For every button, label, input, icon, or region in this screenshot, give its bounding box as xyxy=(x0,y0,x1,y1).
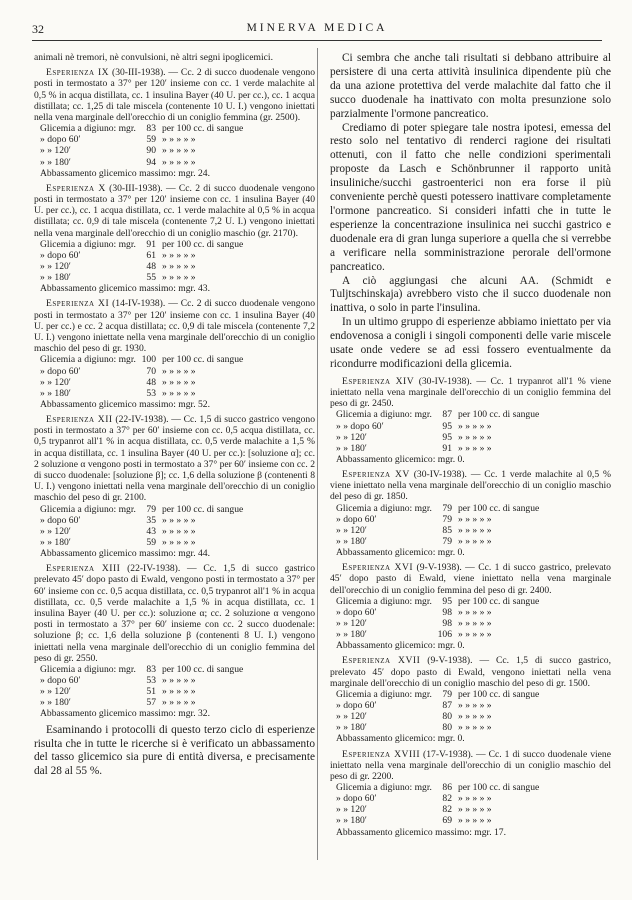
body-paragraph: Ci sembra che anche tali risultati si debbano attribuire al persistere di una certa attività insulinica dipendente più che da una azione protettiva del verde malachite dal fatto che il succo duodenale ha inattivato con molta presunzione solo parzialmente l'ormone pancreatico. xyxy=(330,52,611,120)
table-row xyxy=(40,675,315,686)
table-cell: 87 xyxy=(442,409,452,421)
table-cell: » » 180′ xyxy=(336,722,367,734)
body-paragraph: Crediamo di poter spiegare tale nostra ipotesi, emessa del resto solo nel tentativo di renderci ragione dei risultati ottenuti, con il fatto che nelle condizioni sperimentali proposte da Lasch e Schönbrunner il rapporto unità insuliniche/succhi gastroenterici non era forse il più conveniente perchè questi potessero inattivare completamente l'ormone pancreatico. Si consideri infatti che in tutte le esperienze la concentrazione insulinica nei succhi gastrico e duodenale era di gran lunga superiore a quella che si verrebbe a verificare nella somministrazione perorale dell'ormone pancreatico. xyxy=(330,121,611,273)
table-cell: 91 xyxy=(146,238,156,250)
experiment-label: Esperienza X xyxy=(46,182,106,194)
experiment-block xyxy=(34,298,315,410)
experiment-text: (14-IV-1938). — Cc. 2 di succo duodenale vengono posti in termostato a 37° per 120′ insieme con cc. 1 insulina Bayer (40 U. per cc.) e cc. 2 acqua distillata; cc. 0,9 di tale miscela (contenente 7,2 U. I.) vengono iniettate nella vena marginale dell'orecchio di un coniglio maschio del peso di gr. 1930. xyxy=(34,298,315,355)
glycemic-drop-summary: Abbassamento glicemico massimo: mgr. 24. xyxy=(40,167,210,179)
table-cell: » » 120′ xyxy=(336,804,367,816)
table-cell: per 100 cc. di sangue xyxy=(458,409,540,421)
experiment-text: (22-IV-1938). — Cc. 1,5 di succo gastrico vengono posti in termostato a 37° per 60′ insieme con cc. 0,5 acqua distillata, cc. 0,5 trypanrot all'1 % in acqua distillata, cc. 0,5 verde malachite a 1,5 % in acqua distillata, cc. 1 insulina Bayer (40 U. per cc.): [soluzione α]; cc. 2 soluzione α vengono posti in termostato a 37° per 60′ insieme con cc. 2 di succo duodenale: [soluzione β]; cc. 1,6 della soluzione β (contenenti 8 U. I.) vengono iniettati nella vena marginale dell'orecchio di un coniglio maschio del peso di gr. 2100. xyxy=(34,413,315,504)
table-cell: » » » » » xyxy=(162,536,196,548)
table-row xyxy=(40,388,315,399)
table-cell: 83 xyxy=(146,123,156,135)
table-cell: 59 xyxy=(146,134,156,146)
table-cell: Glicemia a digiuno: mgr. xyxy=(336,595,432,607)
glycemia-table xyxy=(40,664,315,708)
experiment-label: Esperienza XI xyxy=(46,298,110,310)
table-cell: 86 xyxy=(442,782,452,794)
table-row xyxy=(336,536,611,547)
table-cell: » » » » » xyxy=(162,156,196,168)
table-cell: Glicemia a digiuno: mgr. xyxy=(336,409,432,421)
table-cell: Glicemia a digiuno: mgr. xyxy=(40,503,136,515)
table-cell: Glicemia a digiuno: mgr. xyxy=(40,238,136,250)
table-cell: 35 xyxy=(146,514,156,526)
glycemia-table xyxy=(336,409,611,453)
experiment-text: (30-III-1938). — Cc. 2 di succo duodenale vengono posti in termostato a 37° per 120′ insieme con cc. 1 insulina Bayer (40 U. per cc.), cc. 1 acqua distillata, cc. 1 verde malachite al 0,5 % in acqua distillata; cc. 0,9 di tale miscela (contenente 7,2 U. I.) vengono iniettati nella vena marginale dell'orecchio di un coniglio maschio (gr. 2170). xyxy=(34,182,315,239)
experiment-description xyxy=(330,376,611,410)
experiment-description xyxy=(34,414,315,504)
table-cell: 95 xyxy=(442,431,452,443)
experiment-label: Esperienza XV xyxy=(342,469,410,481)
experiment-block xyxy=(330,749,611,838)
table-cell: » » 180′ xyxy=(40,697,71,709)
experiment-text: (9-V-1938). — Cc. 1 di succo gastrico, prelevato 45′ dopo pasto di Ewald, viene iniettato nella vena marginale dell'orecchio di un coniglio femmina del peso di gr. 2400. xyxy=(330,562,611,596)
table-cell: » » » » » xyxy=(458,420,492,432)
glycemic-drop-summary: Abbassamento glicemico: mgr. 0. xyxy=(336,640,465,652)
table-cell: » » » » » xyxy=(162,514,196,526)
table-cell: per 100 cc. di sangue xyxy=(162,503,244,515)
table-row xyxy=(336,514,611,525)
body-paragraph: A ciò aggiungasi che alcuni AA. (Schmidt e Tuljtschinskaja) avrebbero visto che il succo duodenale non inattiva, o solo in parte l'insulina. xyxy=(330,274,611,315)
table-cell: » dopo 60′ xyxy=(336,606,377,618)
table-cell: 83 xyxy=(146,664,156,676)
glycemia-table xyxy=(336,503,611,547)
table-cell: 85 xyxy=(442,524,452,536)
table-row xyxy=(336,815,611,826)
experiment-block xyxy=(34,563,315,719)
table-row xyxy=(40,354,315,365)
table-cell: » » 180′ xyxy=(40,536,71,548)
table-cell: » » » » » xyxy=(458,700,492,712)
table-cell: 48 xyxy=(146,261,156,272)
table-cell: 61 xyxy=(146,249,156,261)
table-cell: » » » » » xyxy=(162,134,196,146)
table-cell: » » 120′ xyxy=(40,261,71,272)
experiment-block xyxy=(330,469,611,558)
table-cell: 79 xyxy=(146,503,156,515)
glycemia-table xyxy=(40,239,315,283)
experiment-label: Esperienza IX xyxy=(46,67,110,79)
table-cell: » » 120′ xyxy=(40,376,71,388)
table-cell: » » » » » xyxy=(162,249,196,261)
table-cell: 57 xyxy=(146,697,156,709)
experiment-label: Esperienza XIV xyxy=(342,375,415,387)
table-cell: » » » » » xyxy=(458,431,492,443)
table-row xyxy=(336,421,611,432)
table-row xyxy=(40,697,315,708)
left-column xyxy=(34,52,315,779)
table-cell: 43 xyxy=(146,525,156,537)
table-cell: » » » » » xyxy=(458,815,492,827)
glycemia-table xyxy=(40,504,315,548)
table-cell: 59 xyxy=(146,536,156,548)
experiment-text: (30-IV-1938). — Cc. 1 verde malachite al 0,5 % viene iniettato nella vena marginale dell'orecchio di un coniglio maschio del peso di gr. 1850. xyxy=(330,469,611,503)
table-cell: per 100 cc. di sangue xyxy=(162,664,244,676)
experiment-description xyxy=(34,183,315,239)
table-row xyxy=(40,504,315,515)
table-cell: 106 xyxy=(437,629,452,641)
table-row xyxy=(40,686,315,697)
table-cell: per 100 cc. di sangue xyxy=(162,354,244,366)
table-row xyxy=(336,618,611,629)
table-row xyxy=(336,503,611,514)
table-cell: » » » » » xyxy=(458,442,492,454)
table-cell: » » 180′ xyxy=(40,156,71,168)
table-cell: » » » » » xyxy=(458,793,492,805)
table-cell: 82 xyxy=(442,793,452,805)
page-number: 32 xyxy=(32,22,44,36)
experiment-text: (30-III-1938). — Cc. 2 di succo duodenale vengono posti in termostato a 37° per 120′ insieme con cc. 1 verde malachite al 0,5 % in acqua distillata, cc. 1 insulina Bayer (40 U. per cc.), cc. 1 acqua distillata; cc. 1,25 di tale miscela (contenente 10 U. I.) vengono iniettati nella vena marginale dell'orecchio di un coniglio femmina (gr. 2500). xyxy=(34,67,315,124)
intro-text: animali nè tremori, nè convulsioni, nè altri segni ipoglicemici. xyxy=(34,52,273,63)
table-cell: 53 xyxy=(146,387,156,399)
table-cell: 94 xyxy=(146,156,156,168)
table-cell: » » » » » xyxy=(458,513,492,525)
table-cell: 91 xyxy=(442,442,452,454)
table-row xyxy=(40,526,315,537)
experiment-block xyxy=(34,414,315,559)
table-cell: » » » » » xyxy=(162,686,196,698)
table-cell: 98 xyxy=(442,606,452,618)
table-cell: » » 120′ xyxy=(336,618,367,630)
glycemia-table xyxy=(336,689,611,733)
table-cell: Glicemia a digiuno: mgr. xyxy=(336,782,432,794)
table-cell: per 100 cc. di sangue xyxy=(458,595,540,607)
table-cell: » » » » » xyxy=(162,525,196,537)
table-row xyxy=(40,250,315,261)
table-cell: 79 xyxy=(442,513,452,525)
table-row xyxy=(40,157,315,168)
right-column xyxy=(330,52,611,838)
experiment-description xyxy=(330,655,611,689)
table-row xyxy=(40,272,315,283)
closing-paragraph: Esaminando i protocolli di questo terzo ciclo di esperienze risulta che in tutte le ricerche si è verificato un abbassamento del tasso glicemico sia pure di entità diversa, e precisamente dal 28 al 55 %. xyxy=(34,723,315,778)
table-cell: per 100 cc. di sangue xyxy=(162,123,244,135)
glycemic-drop-summary: Abbassamento glicemico massimo: mgr. 43. xyxy=(40,283,210,295)
table-cell: » » » » » xyxy=(458,524,492,536)
glycemic-drop-summary: Abbassamento glicemico: mgr. 0. xyxy=(336,547,465,559)
table-cell: 90 xyxy=(146,145,156,157)
table-cell: » dopo 60′ xyxy=(40,134,81,146)
table-cell: per 100 cc. di sangue xyxy=(458,689,540,701)
table-cell: Glicemia a digiuno: mgr. xyxy=(40,664,136,676)
table-row xyxy=(40,134,315,145)
table-row xyxy=(336,782,611,793)
table-cell: Glicemia a digiuno: mgr. xyxy=(40,123,136,135)
experiment-description xyxy=(330,469,611,503)
table-cell: » » 180′ xyxy=(40,387,71,399)
experiment-text: (30-IV-1938). — Cc. 1 trypanrot all'1 % viene iniettato nella vena marginale dell'orecchio di un coniglio femmina del peso di gr. 2450. xyxy=(330,375,611,410)
table-cell: » » » » » xyxy=(458,804,492,816)
table-cell: 70 xyxy=(146,365,156,377)
table-cell: 95 xyxy=(442,595,452,607)
glycemia-table xyxy=(40,354,315,398)
table-row xyxy=(336,689,611,700)
table-cell: » » » » » xyxy=(458,618,492,630)
glycemic-drop-summary: Abbassamento glicemico: mgr. 0. xyxy=(336,453,465,465)
experiment-description xyxy=(34,67,315,123)
table-cell: » dopo 60′ xyxy=(336,793,377,805)
table-row xyxy=(40,366,315,377)
table-row xyxy=(40,261,315,272)
glycemic-drop-summary: Abbassamento glicemico massimo: mgr. 44. xyxy=(40,547,210,559)
table-row xyxy=(336,443,611,454)
table-cell: Glicemia a digiuno: mgr. xyxy=(336,502,432,514)
table-cell: » » 120′ xyxy=(40,145,71,157)
table-row xyxy=(40,239,315,250)
table-cell: » » 120′ xyxy=(40,525,71,537)
glycemia-table xyxy=(40,123,315,167)
table-cell: per 100 cc. di sangue xyxy=(458,782,540,794)
experiment-description xyxy=(330,749,611,783)
table-cell: » » » » » xyxy=(458,606,492,618)
table-cell: » » 180′ xyxy=(336,815,367,827)
table-cell: » dopo 60′ xyxy=(40,365,81,377)
table-cell: » » » » » xyxy=(162,261,196,272)
table-cell: » dopo 60′ xyxy=(40,514,81,526)
column-divider xyxy=(317,48,318,860)
experiment-block xyxy=(330,655,611,744)
table-row xyxy=(336,793,611,804)
table-row xyxy=(40,123,315,134)
table-cell: » » » » » xyxy=(458,722,492,734)
glycemia-table xyxy=(336,782,611,826)
table-cell: 80 xyxy=(442,722,452,734)
table-cell: » » 180′ xyxy=(40,272,71,284)
table-cell: » » » » » xyxy=(162,365,196,377)
table-row xyxy=(336,700,611,711)
table-cell: 95 xyxy=(442,420,452,432)
table-cell: 69 xyxy=(442,815,452,827)
table-row xyxy=(40,145,315,156)
table-cell: 82 xyxy=(442,804,452,816)
glycemic-drop-summary: Abbassamento glicemico: mgr. 0. xyxy=(336,733,465,745)
table-cell: » » » » » xyxy=(458,535,492,547)
table-cell: » » » » » xyxy=(458,711,492,723)
table-row xyxy=(336,409,611,420)
table-cell: » » 180′ xyxy=(336,442,367,454)
table-cell: » » 120′ xyxy=(336,431,367,443)
experiment-label: Esperienza XVI xyxy=(342,562,414,574)
table-row xyxy=(40,515,315,526)
table-cell: Glicemia a digiuno: mgr. xyxy=(40,354,136,366)
table-cell: 48 xyxy=(146,376,156,388)
experiment-label: Esperienza XII xyxy=(46,413,113,425)
table-row xyxy=(336,432,611,443)
table-cell: » » » » » xyxy=(162,387,196,399)
table-cell: » » 180′ xyxy=(336,535,367,547)
glycemic-drop-summary: Abbassamento glicemico massimo: mgr. 17. xyxy=(336,826,506,838)
table-row xyxy=(40,377,315,388)
experiment-description xyxy=(330,562,611,596)
table-cell: » » 180′ xyxy=(336,629,367,641)
table-cell: » » » » » xyxy=(162,145,196,157)
table-row xyxy=(336,629,611,640)
table-cell: » » » » » xyxy=(162,675,196,687)
table-row xyxy=(336,804,611,815)
table-cell: 53 xyxy=(146,675,156,687)
journal-title: MINERVA MEDICA xyxy=(246,22,388,34)
body-paragraph: In un ultimo gruppo di esperienze abbiamo iniettato per via endovenosa a conigli i singoli componenti delle varie miscele usate onde vedere se ad essi fossero eventualmente da ricondurre modificazioni della glicemia. xyxy=(330,316,611,370)
table-cell: per 100 cc. di sangue xyxy=(162,238,244,250)
running-header xyxy=(32,22,602,41)
table-cell: 79 xyxy=(442,535,452,547)
experiment-label: Esperienza XIII xyxy=(46,563,121,575)
table-row xyxy=(336,596,611,607)
table-row xyxy=(40,537,315,548)
experiment-block xyxy=(34,67,315,179)
table-cell: » » 120′ xyxy=(40,686,71,698)
table-cell: 87 xyxy=(442,700,452,712)
glycemic-drop-summary: Abbassamento glicemico massimo: mgr. 32. xyxy=(40,708,210,720)
experiment-block xyxy=(330,562,611,651)
table-cell: » dopo 60′ xyxy=(336,700,377,712)
experiment-description xyxy=(34,298,315,354)
experiment-text: (17-V-1938). — Cc. 1 di succo duodenale viene iniettato nella vena marginale dell'orecchio di un coniglio maschio del peso di gr. 2200. xyxy=(330,748,611,782)
experiment-label: Esperienza XVII xyxy=(342,655,421,667)
experiment-label: Esperienza XVIII xyxy=(342,748,421,760)
table-cell: » dopo 60′ xyxy=(336,513,377,525)
table-row xyxy=(336,525,611,536)
experiment-text: (22-IV-1938). — Cc. 1,5 di succo gastrico prelevato 45′ dopo pasto di Ewald, vengono posti in termostato a 37° per 60′ insieme con cc. 0,5 acqua distillata, cc. 0,5 trypanrot all'1 % in acqua distillata, cc. 0,5 verde malachite a 1,5 % in acqua distillata, cc. 1 insulina Bayer (40 U. per cc.): soluzione α; cc. 2 soluzione α vengono posti in termostato a 37° per 60′ insieme con cc. 2 succo duodenale: soluzione β; cc. 1,6 della soluzione β (contenenti 8 U. I.) vengono iniettati nella vena marginale dell'orecchio di un coniglio femmina del peso di gr. 2550. xyxy=(34,563,315,664)
table-cell: » » 120′ xyxy=(336,711,367,723)
table-cell: » » dopo 60′ xyxy=(336,420,384,432)
glycemic-drop-summary: Abbassamento glicemico massimo: mgr. 52. xyxy=(40,398,210,410)
table-cell: 98 xyxy=(442,618,452,630)
experiment-block xyxy=(330,376,611,465)
table-cell: » » » » » xyxy=(162,272,196,284)
experiment-block xyxy=(34,183,315,295)
table-cell: Glicemia a digiuno: mgr. xyxy=(336,689,432,701)
table-row xyxy=(336,711,611,722)
glycemia-table xyxy=(336,596,611,640)
table-row xyxy=(40,664,315,675)
experiment-text: (9-V-1938). — Cc. 1,5 di succo gastrico, prelevato 45′ dopo pasto di Ewald, vengono iniettati nella vena marginale dell'orecchio di un coniglio maschio del peso di gr. 1500. xyxy=(330,655,611,689)
table-cell: » dopo 60′ xyxy=(40,675,81,687)
table-cell: » » » » » xyxy=(162,697,196,709)
table-cell: per 100 cc. di sangue xyxy=(458,502,540,514)
table-cell: 100 xyxy=(141,354,156,366)
table-cell: » » 120′ xyxy=(336,524,367,536)
table-cell: 79 xyxy=(442,502,452,514)
table-cell: 80 xyxy=(442,711,452,723)
table-cell: » dopo 60′ xyxy=(40,249,81,261)
experiment-description xyxy=(34,563,315,664)
table-cell: 55 xyxy=(146,272,156,284)
table-row xyxy=(336,722,611,733)
table-cell: » » » » » xyxy=(458,629,492,641)
table-cell: 51 xyxy=(146,686,156,698)
table-cell: 79 xyxy=(442,689,452,701)
table-row xyxy=(336,607,611,618)
table-cell: » » » » » xyxy=(162,376,196,388)
